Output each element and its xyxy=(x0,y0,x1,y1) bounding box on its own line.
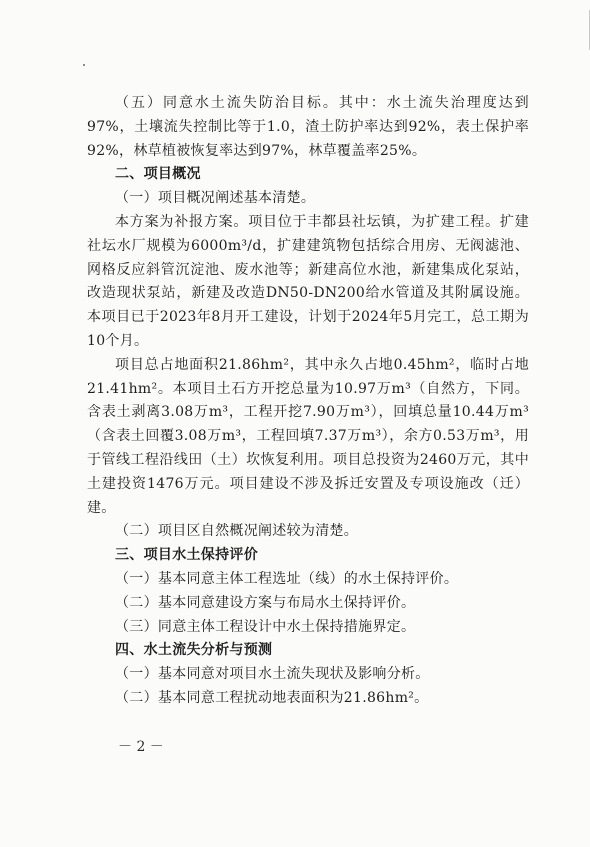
paragraph: （二）基本同意建设方案与布局水土保持评价。 xyxy=(115,594,416,611)
page-number: － 2 － xyxy=(118,739,164,755)
scan-edge-mark xyxy=(579,10,590,50)
paragraph: （五）同意水土流失防治目标。其中：水土流失治理度达到97%，土壤流失控制比等于1.0，渣土防护率达到92%，表土保护率92%，林草植被恢复率达到97%，林草覆盖率25%。 xyxy=(87,95,529,159)
section-heading: 二、项目概况 xyxy=(115,166,201,183)
paragraph: 项目总占地面积21.86hm²，其中永久占地0.45hm²，临时占地21.41hm²。本项目土石方开挖总量为10.97万m³（自然方，下同。含表土剥离3.08万m³，工程开挖7.90万m³），回填总量10.44万m³（含表土回覆3.08万m³，工程回填7.37万m³），余方0.53万m³，用于管线工程沿线田（土）坎恢复利用。项目总投资为2460万元，其中土建投资1476万元。项目建设不涉及拆迁安置及专项设施改（迁）建。 xyxy=(87,356,529,516)
section-heading: 四、水土流失分析与预测 xyxy=(115,642,273,659)
scan-speck xyxy=(83,64,85,66)
paragraph: （一）基本同意主体工程选址（线）的水土保持评价。 xyxy=(115,570,459,587)
document-body xyxy=(87,92,529,711)
paragraph: （三）同意主体工程设计中水土保持措施界定。 xyxy=(115,618,416,635)
paragraph: 本方案为补报方案。项目位于丰都县社坛镇，为扩建工程。扩建社坛水厂规模为6000m³/d，扩建建筑物包括综合用房、无阀滤池、网格反应斜管沉淀池、废水池等；新建高位水池，新建集成化泵站，改造现状泵站，新建及改造DN50-DN200给水管道及其附属设施。本项目已于2023年8月开工建设，计划于2024年5月完工，总工期为10个月。 xyxy=(87,213,529,349)
section-heading: 三、项目水土保持评价 xyxy=(115,547,258,564)
paragraph: （二）项目区自然概况阐述较为清楚。 xyxy=(115,523,359,540)
paragraph: （二）基本同意工程扰动地表面积为21.86hm²。 xyxy=(115,689,429,706)
paragraph: （一）项目概况阐述基本清楚。 xyxy=(115,190,316,207)
paragraph: （一）基本同意对项目水土流失现状及影响分析。 xyxy=(115,666,430,683)
